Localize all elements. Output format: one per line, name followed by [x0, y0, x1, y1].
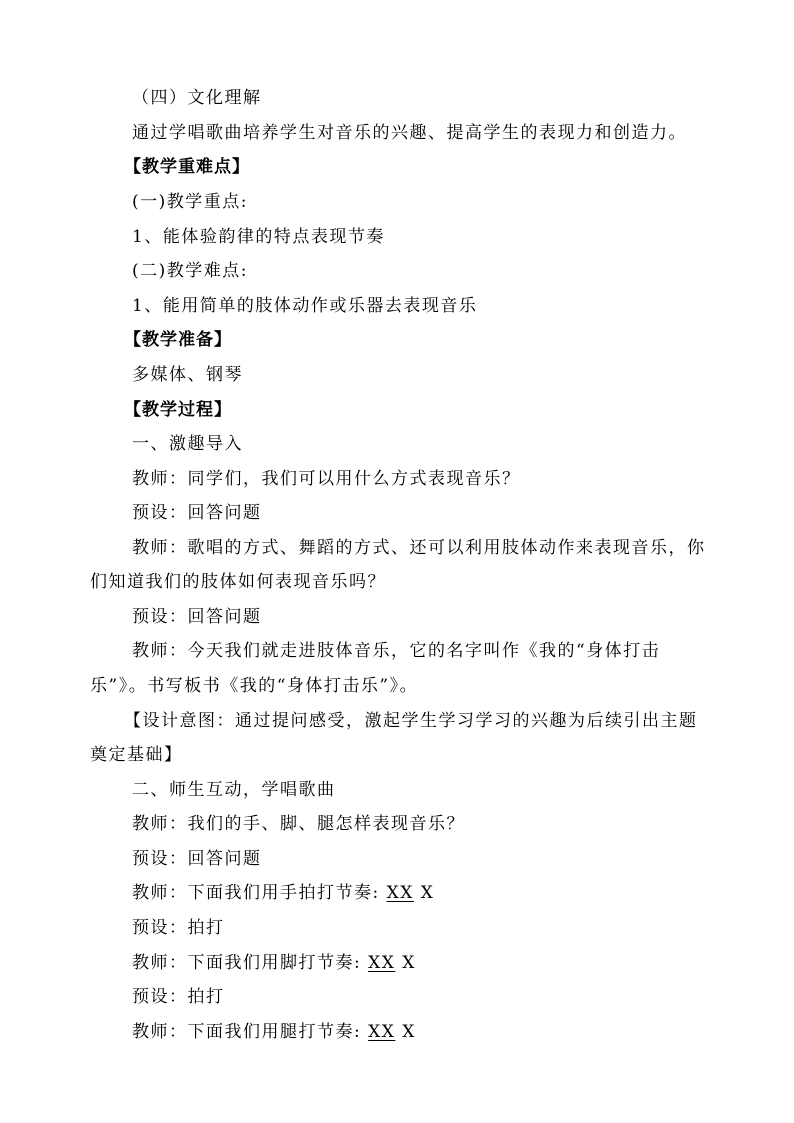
rhythm-note: X — [402, 953, 416, 973]
section-heading-preparation: 【教学准备】 — [124, 330, 232, 350]
rhythm-instruction: 教师：下面我们用手拍打节奏: — [132, 883, 380, 903]
rhythm-note-pair: XX — [368, 1022, 396, 1042]
paragraph: 预设：回答问题 — [132, 607, 262, 627]
paragraph: 教师：同学们，我们可以用什么方式表现音乐？ — [132, 469, 521, 489]
subheading-interaction: 二、师生互动，学唱歌曲 — [132, 780, 336, 800]
list-item: 1、能用简单的肢体动作或乐器去表现音乐 — [132, 296, 478, 316]
paragraph-continuation: 们知道我们的肢体如何表现音乐吗？ — [90, 572, 386, 592]
rhythm-line-leg — [132, 1020, 716, 1044]
subheading-intro: 一、激趣导入 — [132, 434, 243, 454]
rhythm-line-foot — [132, 951, 716, 975]
paragraph: 预设：回答问题 — [132, 849, 262, 869]
rhythm-line-hand — [132, 881, 716, 905]
rhythm-note: X — [402, 1022, 416, 1042]
subsection-culture: （四）文化理解 — [132, 88, 262, 108]
rhythm-instruction: 教师：下面我们用脚打节奏: — [132, 953, 362, 973]
section-heading-key-points: 【教学重难点】 — [124, 157, 250, 177]
paragraph: 教师：我们的手、脚、腿怎样表现音乐？ — [132, 814, 465, 834]
paragraph: 通过学唱歌曲培养学生对音乐的兴趣、提高学生的表现力和创造力。 — [132, 123, 687, 143]
paragraph-continuation: 乐”》。书写板书《我的“身体打击乐”》。 — [90, 676, 419, 696]
paragraph: 预设：回答问题 — [132, 503, 262, 523]
paragraph: 教师：今天我们就走进肢体音乐，它的名字叫作《我的“身体打击 — [132, 641, 661, 661]
subheading-key-point: (一)教学重点: — [132, 192, 248, 212]
paragraph: 预设：拍打 — [132, 918, 225, 938]
paragraph: 教师：歌唱的方式、舞蹈的方式、还可以利用肢体动作来表现音乐，你 — [132, 538, 706, 558]
section-heading-process: 【教学过程】 — [124, 400, 232, 420]
design-intent-continuation: 奠定基础】 — [90, 745, 183, 765]
rhythm-note-pair: XX — [386, 883, 414, 903]
rhythm-note: X — [420, 883, 435, 903]
paragraph: 预设：拍打 — [132, 987, 225, 1007]
design-intent: 【设计意图：通过提问感受，激起学生学习学习的兴趣为后续引出主题 — [124, 711, 698, 731]
paragraph: 多媒体、钢琴 — [132, 365, 243, 385]
rhythm-instruction: 教师：下面我们用腿打节奏: — [132, 1022, 362, 1042]
rhythm-note-pair: XX — [368, 953, 396, 973]
list-item: 1、能体验韵律的特点表现节奏 — [132, 227, 385, 247]
subheading-difficult-point: (二)教学难点: — [132, 261, 248, 281]
